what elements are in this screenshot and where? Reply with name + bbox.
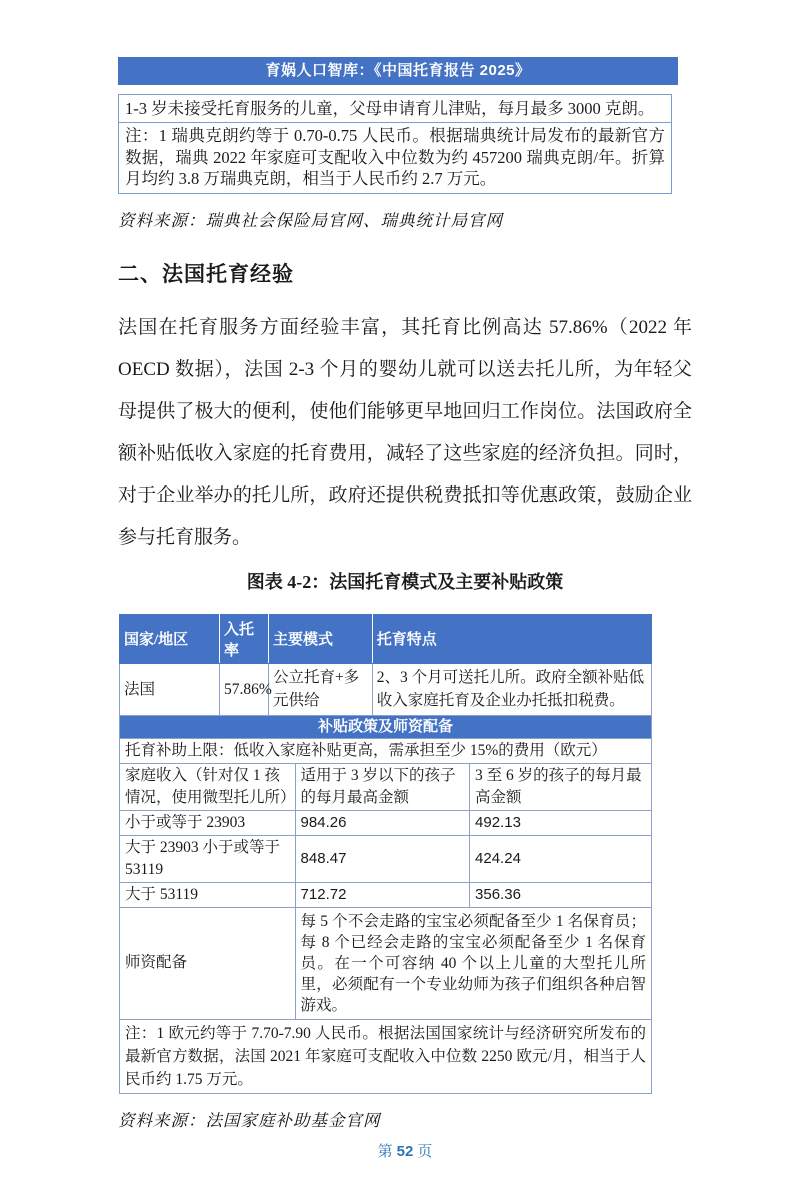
- cell-age3to6-amount-2: 424.24: [470, 835, 652, 882]
- col-header-country: 国家/地区: [120, 614, 220, 663]
- page-number-suffix: 页: [417, 1142, 433, 1160]
- col-header-household-income: 家庭收入（针对仅 1 孩情况，使用微型托儿所）: [120, 763, 296, 810]
- overview-data-row: [120, 663, 652, 715]
- subsidy-cap-text: 托育补助上限：低收入家庭补贴更高，需承担至少 15%的费用（欧元）: [120, 738, 652, 763]
- col-header-features: 托育特点: [372, 614, 651, 663]
- col-header-under3-max: 适用于 3 岁以下的孩子的每月最高金额: [295, 763, 469, 810]
- income-row-1: [120, 810, 652, 835]
- cell-country: 法国: [120, 663, 220, 715]
- col-header-age3to6-max: 3 至 6 岁的孩子的每月最高金额: [470, 763, 652, 810]
- overview-header-row: [120, 614, 652, 663]
- cell-income-bracket-3: 大于 53119: [120, 882, 296, 907]
- subsidy-policy-banner: 补贴政策及师资配备: [119, 716, 652, 738]
- cell-age3to6-amount-1: 492.13: [470, 810, 652, 835]
- section-paragraph: 法国在托育服务方面经验丰富，其托育比例高达 57.86%（2022 年 OECD 数据），法国 2-3 个月的婴幼儿就可以送去托儿所，为年轻父母提供了极大的便利，使他们能够更早地回归工作岗位。法国政府全额补贴低收入家庭的托育费用，减轻了这些家庭的经济负担。同时，对于企业举办的托儿所，政府还提供税费抵扣等优惠政策，鼓励企业参与托育服务。: [118, 316, 692, 548]
- france-childcare-table: [119, 614, 652, 1094]
- source-note-sweden: 资料来源：瑞典社会保险局官网、瑞典统计局官网: [118, 210, 503, 230]
- page-footer: [118, 1140, 692, 1161]
- subsidy-detail-table: [119, 738, 652, 1094]
- income-header-row: [120, 763, 652, 810]
- cell-under3-amount-1: 984.26: [295, 810, 469, 835]
- income-row-3: [120, 882, 652, 907]
- cell-income-bracket-1: 小于或等于 23903: [120, 810, 296, 835]
- col-header-model: 主要模式: [268, 614, 372, 663]
- subsidy-cap-row: [120, 738, 652, 763]
- france-overview-table: [119, 614, 652, 716]
- table-note: 注：1 欧元约等于 7.70-7.90 人民币。根据法国国家统计与经济研究所发布的最新官方数据，法国 2021 年家庭可支配收入中位数 2250 欧元/月，相当于人民币约 1.75 万元。: [120, 1019, 652, 1093]
- sweden-note-row: 注：1 瑞典克朗约等于 0.70-0.75 人民币。根据瑞典统计局发布的最新官方数据，瑞典 2022 年家庭可支配收入中位数为约 457200 瑞典克朗/年。折算月均约 3.8 万瑞典克朗，相当于人民币约 2.7 万元。: [125, 126, 665, 188]
- cell-enrollment-rate: 57.86%: [220, 663, 269, 715]
- staffing-label: 师资配备: [120, 907, 296, 1019]
- figure-title: 图表 4-2：法国托育模式及主要补贴政策: [246, 571, 564, 592]
- sweden-benefit-row: 1-3 岁未接受托育服务的儿童，父母申请育儿津贴，每月最多 3000 克朗。: [119, 95, 671, 123]
- cell-age3to6-amount-3: 356.36: [470, 882, 652, 907]
- cell-under3-amount-3: 712.72: [295, 882, 469, 907]
- page-header-banner: [118, 57, 678, 85]
- sweden-subsidy-table: [118, 94, 672, 194]
- staffing-requirements: 每 5 个不会走路的宝宝必须配备至少 1 名保育员；每 8 个已经会走路的宝宝必须配备至少 1 名保育员。在一个可容纳 40 个以上儿童的大型托儿所里，必须配有一个专业幼师为孩子们组织各种启智游戏。: [295, 907, 651, 1019]
- section-heading: 二、法国托育经验: [118, 261, 294, 286]
- page-number-prefix: 第: [377, 1142, 393, 1160]
- table-note-row: [120, 1019, 652, 1093]
- staffing-row: [120, 907, 652, 1019]
- cell-model: 公立托育+多元供给: [268, 663, 372, 715]
- report-page: [0, 57, 800, 1188]
- cell-under3-amount-2: 848.47: [295, 835, 469, 882]
- cell-income-bracket-2: 大于 23903 小于或等于 53119: [120, 835, 296, 882]
- page-number: 52: [396, 1142, 414, 1160]
- source-note-france: 资料来源：法国家庭补助基金官网: [118, 1110, 381, 1130]
- report-title: 育娲人口智库：《中国托育报告 2025》: [265, 62, 531, 79]
- cell-features: 2、3 个月可送托儿所。政府全额补贴低收入家庭托育及企业办托抵扣税费。: [372, 663, 651, 715]
- col-header-enrollment-rate: 入托率: [220, 614, 269, 663]
- income-row-2: [120, 835, 652, 882]
